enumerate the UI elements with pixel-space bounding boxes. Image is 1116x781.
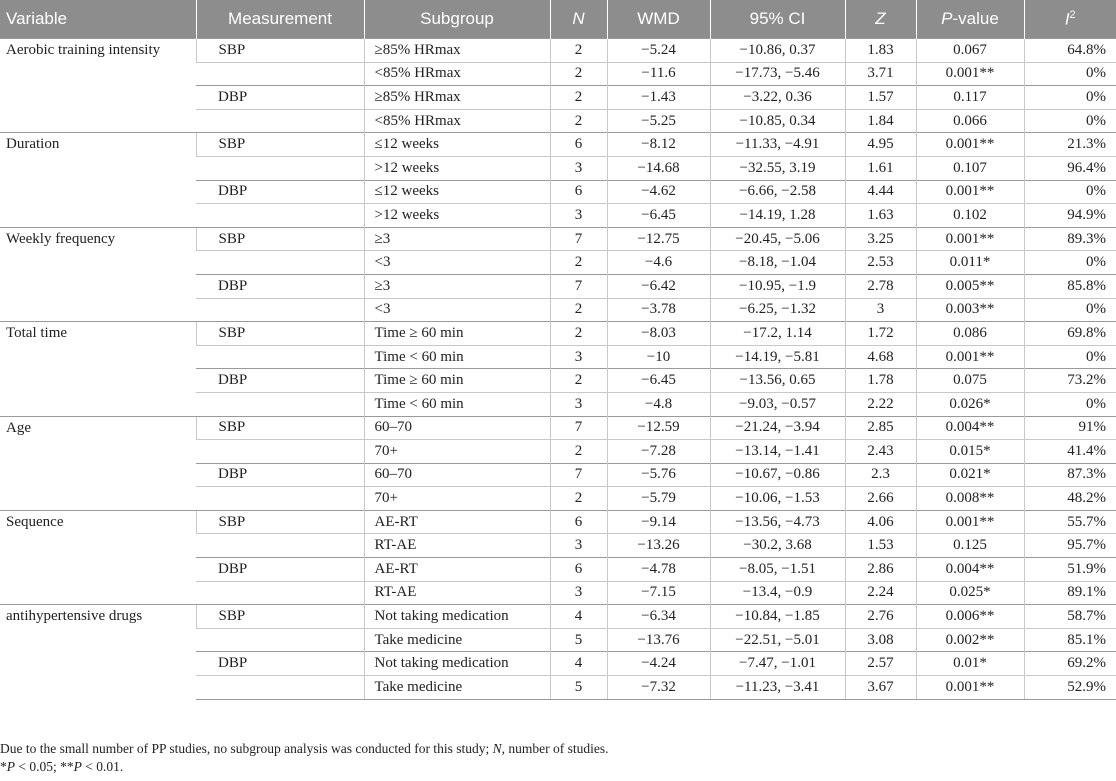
cell-measurement: [196, 534, 364, 558]
cell-n: 2: [550, 487, 607, 511]
table-row: [0, 605, 1116, 629]
cell-variable: antihypertensive drugs: [0, 605, 196, 699]
cell-ci: −13.56, 0.65: [710, 369, 845, 393]
cell-n: 2: [550, 440, 607, 464]
cell-subgroup: <85% HRmax: [364, 109, 550, 133]
cell-wmd: −7.28: [607, 440, 710, 464]
cell-subgroup: 70+: [364, 487, 550, 511]
cell-measurement: [196, 204, 364, 228]
cell-ci: −9.03, −0.57: [710, 392, 845, 416]
cell-z: 2.76: [845, 605, 916, 629]
cell-ci: −21.24, −3.94: [710, 416, 845, 440]
cell-measurement: [196, 62, 364, 86]
cell-wmd: −11.6: [607, 62, 710, 86]
cell-ci: −32.55, 3.19: [710, 156, 845, 180]
cell-i2: 0%: [1024, 180, 1116, 204]
cell-ci: −8.05, −1.51: [710, 558, 845, 582]
cell-n: 3: [550, 345, 607, 369]
cell-p-value: 0.086: [916, 322, 1024, 346]
header-p-value: [916, 0, 1024, 39]
cell-subgroup: <3: [364, 298, 550, 322]
cell-subgroup: 60–70: [364, 416, 550, 440]
cell-wmd: −7.15: [607, 581, 710, 605]
cell-p-value: 0.015*: [916, 440, 1024, 464]
cell-measurement: [196, 109, 364, 133]
cell-measurement: [196, 392, 364, 416]
cell-ci: −10.06, −1.53: [710, 487, 845, 511]
cell-ci: −17.73, −5.46: [710, 62, 845, 86]
cell-wmd: −4.6: [607, 251, 710, 275]
cell-i2: 89.1%: [1024, 581, 1116, 605]
cell-z: 1.84: [845, 109, 916, 133]
cell-p-value: 0.001**: [916, 180, 1024, 204]
cell-n: 5: [550, 628, 607, 652]
cell-ci: −10.95, −1.9: [710, 274, 845, 298]
cell-wmd: −1.43: [607, 86, 710, 110]
cell-subgroup: AE-RT: [364, 558, 550, 582]
cell-variable: Aerobic training intensity: [0, 39, 196, 133]
cell-subgroup: >12 weeks: [364, 156, 550, 180]
cell-subgroup: 60–70: [364, 463, 550, 487]
cell-measurement: [196, 156, 364, 180]
footnote-text: < 0.05; **: [15, 759, 74, 774]
cell-variable: Weekly frequency: [0, 227, 196, 321]
cell-wmd: −8.12: [607, 133, 710, 157]
table-body: [0, 39, 1116, 700]
footnote-line-1: [0, 740, 1116, 758]
cell-p-value: 0.002**: [916, 628, 1024, 652]
cell-wmd: −13.26: [607, 534, 710, 558]
cell-i2: 0%: [1024, 251, 1116, 275]
header-row: [0, 0, 1116, 39]
cell-wmd: −10: [607, 345, 710, 369]
cell-measurement: DBP: [196, 274, 364, 298]
cell-measurement: DBP: [196, 652, 364, 676]
table-footnote: [0, 740, 1116, 776]
cell-wmd: −13.76: [607, 628, 710, 652]
cell-wmd: −5.79: [607, 487, 710, 511]
cell-i2: 0%: [1024, 392, 1116, 416]
cell-z: 4.68: [845, 345, 916, 369]
cell-z: 3.08: [845, 628, 916, 652]
header-measurement: Measurement: [196, 0, 364, 39]
cell-n: 3: [550, 534, 607, 558]
cell-measurement: DBP: [196, 463, 364, 487]
cell-n: 4: [550, 605, 607, 629]
cell-n: 5: [550, 676, 607, 700]
cell-z: 2.43: [845, 440, 916, 464]
cell-z: 1.61: [845, 156, 916, 180]
cell-i2: 21.3%: [1024, 133, 1116, 157]
cell-ci: −13.14, −1.41: [710, 440, 845, 464]
cell-p-value: 0.102: [916, 204, 1024, 228]
cell-i2: 85.8%: [1024, 274, 1116, 298]
cell-measurement: [196, 487, 364, 511]
header-n: N: [550, 0, 607, 39]
cell-subgroup: ≤12 weeks: [364, 133, 550, 157]
cell-p-value: 0.003**: [916, 298, 1024, 322]
cell-p-value: 0.066: [916, 109, 1024, 133]
cell-ci: −20.45, −5.06: [710, 227, 845, 251]
cell-ci: −3.22, 0.36: [710, 86, 845, 110]
cell-n: 2: [550, 86, 607, 110]
header-p-letter: P: [941, 9, 953, 28]
cell-wmd: −14.68: [607, 156, 710, 180]
cell-ci: −13.56, −4.73: [710, 510, 845, 534]
cell-ci: −10.84, −1.85: [710, 605, 845, 629]
cell-n: 7: [550, 227, 607, 251]
footnote-text: , number of studies.: [501, 741, 609, 756]
cell-i2: 55.7%: [1024, 510, 1116, 534]
cell-i2: 69.8%: [1024, 322, 1116, 346]
cell-measurement: SBP: [196, 227, 364, 251]
table-row: [0, 227, 1116, 251]
cell-measurement: DBP: [196, 369, 364, 393]
cell-p-value: 0.004**: [916, 558, 1024, 582]
cell-p-value: 0.021*: [916, 463, 1024, 487]
cell-wmd: −6.45: [607, 369, 710, 393]
cell-p-value: 0.107: [916, 156, 1024, 180]
cell-measurement: SBP: [196, 39, 364, 63]
cell-n: 7: [550, 463, 607, 487]
cell-i2: 94.9%: [1024, 204, 1116, 228]
cell-wmd: −4.78: [607, 558, 710, 582]
cell-variable: Total time: [0, 322, 196, 416]
cell-subgroup: ≤12 weeks: [364, 180, 550, 204]
footnote-p-symbol: P: [73, 759, 82, 774]
cell-p-value: 0.005**: [916, 274, 1024, 298]
cell-i2: 48.2%: [1024, 487, 1116, 511]
cell-wmd: −6.42: [607, 274, 710, 298]
cell-p-value: 0.008**: [916, 487, 1024, 511]
cell-p-value: 0.004**: [916, 416, 1024, 440]
cell-ci: −30.2, 3.68: [710, 534, 845, 558]
cell-p-value: 0.067: [916, 39, 1024, 63]
cell-variable: Duration: [0, 133, 196, 227]
cell-subgroup: Time ≥ 60 min: [364, 322, 550, 346]
footnote-text: *: [0, 759, 7, 774]
cell-wmd: −5.25: [607, 109, 710, 133]
cell-z: 2.3: [845, 463, 916, 487]
header-variable: Variable: [0, 0, 196, 39]
cell-ci: −22.51, −5.01: [710, 628, 845, 652]
cell-p-value: 0.025*: [916, 581, 1024, 605]
cell-z: 3.67: [845, 676, 916, 700]
cell-measurement: [196, 676, 364, 700]
table-row: [0, 510, 1116, 534]
cell-z: 2.85: [845, 416, 916, 440]
cell-wmd: −4.62: [607, 180, 710, 204]
cell-measurement: SBP: [196, 133, 364, 157]
cell-ci: −11.33, −4.91: [710, 133, 845, 157]
cell-subgroup: <85% HRmax: [364, 62, 550, 86]
cell-wmd: −9.14: [607, 510, 710, 534]
cell-variable: Sequence: [0, 510, 196, 604]
cell-subgroup: ≥85% HRmax: [364, 39, 550, 63]
cell-p-value: 0.001**: [916, 676, 1024, 700]
cell-i2: 58.7%: [1024, 605, 1116, 629]
table-row: [0, 39, 1116, 63]
cell-n: 4: [550, 652, 607, 676]
cell-i2: 0%: [1024, 109, 1116, 133]
cell-subgroup: Not taking medication: [364, 605, 550, 629]
cell-z: 3.25: [845, 227, 916, 251]
cell-wmd: −6.34: [607, 605, 710, 629]
cell-measurement: DBP: [196, 86, 364, 110]
cell-variable: Age: [0, 416, 196, 510]
cell-z: 1.83: [845, 39, 916, 63]
header-ci: 95% CI: [710, 0, 845, 39]
cell-i2: 73.2%: [1024, 369, 1116, 393]
cell-ci: −14.19, −5.81: [710, 345, 845, 369]
cell-measurement: [196, 628, 364, 652]
cell-wmd: −8.03: [607, 322, 710, 346]
header-i-superscript: 2: [1069, 8, 1076, 21]
cell-measurement: [196, 251, 364, 275]
cell-i2: 69.2%: [1024, 652, 1116, 676]
cell-subgroup: ≥3: [364, 274, 550, 298]
cell-ci: −17.2, 1.14: [710, 322, 845, 346]
cell-z: 2.57: [845, 652, 916, 676]
cell-wmd: −5.76: [607, 463, 710, 487]
cell-subgroup: RT-AE: [364, 581, 550, 605]
cell-z: 2.66: [845, 487, 916, 511]
cell-p-value: 0.026*: [916, 392, 1024, 416]
cell-subgroup: RT-AE: [364, 534, 550, 558]
cell-z: 3: [845, 298, 916, 322]
cell-measurement: [196, 581, 364, 605]
cell-z: 4.06: [845, 510, 916, 534]
header-z: Z: [845, 0, 916, 39]
cell-z: 2.86: [845, 558, 916, 582]
cell-n: 3: [550, 581, 607, 605]
table-row: [0, 416, 1116, 440]
cell-subgroup: AE-RT: [364, 510, 550, 534]
cell-z: 3.71: [845, 62, 916, 86]
table-row: [0, 322, 1116, 346]
cell-subgroup: ≥3: [364, 227, 550, 251]
cell-n: 3: [550, 204, 607, 228]
cell-i2: 87.3%: [1024, 463, 1116, 487]
cell-subgroup: 70+: [364, 440, 550, 464]
cell-subgroup: ≥85% HRmax: [364, 86, 550, 110]
cell-subgroup: Take medicine: [364, 676, 550, 700]
cell-i2: 64.8%: [1024, 39, 1116, 63]
cell-z: 1.63: [845, 204, 916, 228]
cell-measurement: SBP: [196, 605, 364, 629]
cell-subgroup: Take medicine: [364, 628, 550, 652]
cell-wmd: −7.32: [607, 676, 710, 700]
header-i-letter: I: [1064, 9, 1070, 29]
cell-p-value: 0.001**: [916, 133, 1024, 157]
cell-i2: 41.4%: [1024, 440, 1116, 464]
cell-n: 6: [550, 133, 607, 157]
cell-subgroup: >12 weeks: [364, 204, 550, 228]
cell-measurement: [196, 298, 364, 322]
cell-ci: −13.4, −0.9: [710, 581, 845, 605]
cell-i2: 96.4%: [1024, 156, 1116, 180]
cell-measurement: DBP: [196, 558, 364, 582]
cell-wmd: −4.24: [607, 652, 710, 676]
cell-i2: 89.3%: [1024, 227, 1116, 251]
cell-ci: −6.66, −2.58: [710, 180, 845, 204]
cell-p-value: 0.001**: [916, 62, 1024, 86]
cell-i2: 85.1%: [1024, 628, 1116, 652]
cell-measurement: SBP: [196, 416, 364, 440]
footnote-p-symbol: P: [6, 759, 15, 774]
cell-p-value: 0.001**: [916, 227, 1024, 251]
footnote-line-2: [0, 758, 1116, 776]
cell-i2: 51.9%: [1024, 558, 1116, 582]
cell-p-value: 0.011*: [916, 251, 1024, 275]
cell-p-value: 0.01*: [916, 652, 1024, 676]
cell-n: 2: [550, 109, 607, 133]
cell-n: 7: [550, 274, 607, 298]
cell-z: 2.53: [845, 251, 916, 275]
cell-n: 2: [550, 322, 607, 346]
cell-i2: 52.9%: [1024, 676, 1116, 700]
cell-wmd: −12.75: [607, 227, 710, 251]
cell-measurement: SBP: [196, 322, 364, 346]
cell-measurement: DBP: [196, 180, 364, 204]
cell-ci: −14.19, 1.28: [710, 204, 845, 228]
cell-i2: 0%: [1024, 298, 1116, 322]
header-wmd: WMD: [607, 0, 710, 39]
header-subgroup: Subgroup: [364, 0, 550, 39]
header-i2: [1024, 0, 1116, 39]
cell-subgroup: Time < 60 min: [364, 392, 550, 416]
table-row: [0, 133, 1116, 157]
cell-subgroup: <3: [364, 251, 550, 275]
cell-wmd: −6.45: [607, 204, 710, 228]
cell-ci: −6.25, −1.32: [710, 298, 845, 322]
cell-ci: −10.86, 0.37: [710, 39, 845, 63]
cell-ci: −10.85, 0.34: [710, 109, 845, 133]
cell-wmd: −12.59: [607, 416, 710, 440]
cell-i2: 95.7%: [1024, 534, 1116, 558]
cell-z: 1.57: [845, 86, 916, 110]
cell-i2: 0%: [1024, 86, 1116, 110]
cell-ci: −11.23, −3.41: [710, 676, 845, 700]
cell-i2: 0%: [1024, 345, 1116, 369]
cell-ci: −8.18, −1.04: [710, 251, 845, 275]
cell-ci: −10.67, −0.86: [710, 463, 845, 487]
cell-z: 2.24: [845, 581, 916, 605]
footnote-n-symbol: N: [492, 741, 502, 756]
cell-z: 4.95: [845, 133, 916, 157]
cell-n: 3: [550, 156, 607, 180]
cell-subgroup: Not taking medication: [364, 652, 550, 676]
cell-p-value: 0.006**: [916, 605, 1024, 629]
cell-measurement: [196, 440, 364, 464]
cell-n: 2: [550, 369, 607, 393]
cell-wmd: −4.8: [607, 392, 710, 416]
cell-subgroup: Time ≥ 60 min: [364, 369, 550, 393]
cell-n: 2: [550, 62, 607, 86]
cell-i2: 0%: [1024, 62, 1116, 86]
cell-measurement: SBP: [196, 510, 364, 534]
cell-z: 1.72: [845, 322, 916, 346]
cell-p-value: 0.001**: [916, 345, 1024, 369]
cell-p-value: 0.075: [916, 369, 1024, 393]
cell-i2: 91%: [1024, 416, 1116, 440]
cell-p-value: 0.125: [916, 534, 1024, 558]
cell-n: 3: [550, 392, 607, 416]
cell-subgroup: Time < 60 min: [364, 345, 550, 369]
cell-n: 6: [550, 510, 607, 534]
footnote-text: < 0.01.: [81, 759, 124, 774]
cell-z: 1.78: [845, 369, 916, 393]
cell-z: 2.78: [845, 274, 916, 298]
cell-n: 2: [550, 251, 607, 275]
cell-measurement: [196, 345, 364, 369]
cell-n: 6: [550, 180, 607, 204]
cell-n: 2: [550, 298, 607, 322]
cell-n: 6: [550, 558, 607, 582]
cell-wmd: −5.24: [607, 39, 710, 63]
cell-n: 7: [550, 416, 607, 440]
cell-z: 1.53: [845, 534, 916, 558]
footnote-text: Due to the small number of PP studies, no subgroup analysis was conducted for this study;: [0, 741, 493, 756]
cell-ci: −7.47, −1.01: [710, 652, 845, 676]
cell-wmd: −3.78: [607, 298, 710, 322]
cell-p-value: 0.001**: [916, 510, 1024, 534]
header-p-suffix: -value: [952, 9, 999, 28]
cell-n: 2: [550, 39, 607, 63]
cell-z: 2.22: [845, 392, 916, 416]
cell-p-value: 0.117: [916, 86, 1024, 110]
cell-z: 4.44: [845, 180, 916, 204]
